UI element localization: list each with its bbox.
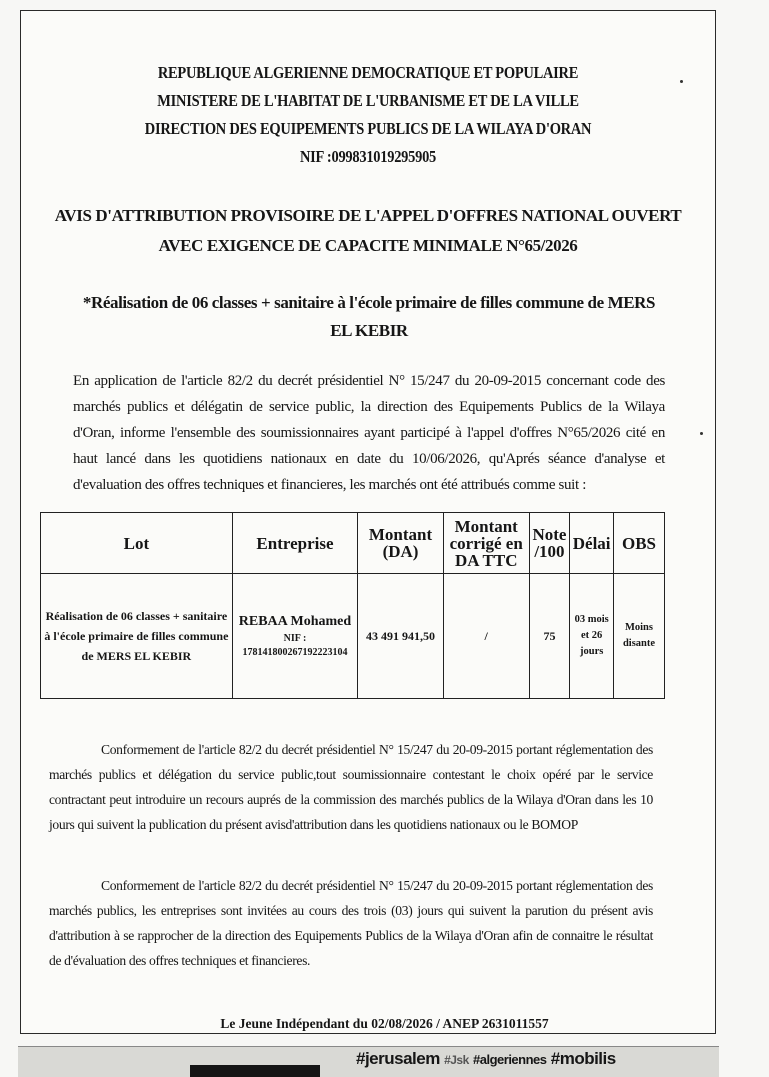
intro-paragraph: En application de l'article 82/2 du decrét présidentiel N° 15/247 du 20-09-2015 concernant code des marchés publics et délégatin de service public, la direction des Equipements Publics de la Wilaya d'Oran, informe l'ensemble des soumissionnaires ayant participé à l'appel d'offres N°65/2026 cité en haut lancé dans les quotidiens nationaux en date du 10/06/2026, qu'Aprés séance d'analyse et d'evaluation des offres techniques et financieres, les marchés ont été attribués comme suit : <box>73 373 665 493</box>
cell-lot: Réalisation de 06 classes + sanitaire à l'école primaire de filles commune de MERS EL KEBIR <box>41 574 233 699</box>
speck <box>680 80 683 83</box>
col-montant: Montant (DA) <box>358 513 444 574</box>
table-row <box>41 574 665 699</box>
republic-line: REPUBLIQUE ALGERIENNE DEMOCRATIQUE ET POPULAIRE <box>157 63 579 82</box>
cell-montant-corrige: / <box>443 574 529 699</box>
table-header-row <box>41 513 665 574</box>
tag-mobilis: #mobilis <box>550 1049 616 1068</box>
cell-delai: 03 mois et 26 jours <box>570 574 614 699</box>
col-obs: OBS <box>613 513 664 574</box>
speck <box>700 432 703 435</box>
col-note: Note /100 <box>529 513 570 574</box>
entreprise-name: REBAA Mohamed <box>238 614 352 629</box>
cell-entreprise <box>232 574 357 699</box>
bottom-strip <box>18 1046 719 1077</box>
cell-montant: 43 491 941,50 <box>358 574 444 699</box>
hashtags <box>356 1049 616 1069</box>
cell-note: 75 <box>529 574 570 699</box>
notice-title-line2: AVEC EXIGENCE DE CAPACITE MINIMALE N°65/2026 <box>158 236 578 255</box>
publication-footer <box>0 1016 769 1032</box>
ministry-line: MINISTERE DE L'HABITAT DE L'URBANISME ET DE LA VILLE <box>157 91 579 110</box>
col-lot: Lot <box>41 513 233 574</box>
award-table <box>40 512 665 699</box>
footer-text: Le Jeune Indépendant du 02/08/2026 / ANEP 2631011557 <box>210 1016 558 1031</box>
col-delai: Délai <box>570 513 614 574</box>
col-montant-corrige: Montant corrigé en DA TTC <box>443 513 529 574</box>
entreprise-nif: NIF : 178141800267192223104 <box>242 633 348 658</box>
black-bar <box>190 1065 320 1077</box>
col-entreprise: Entreprise <box>232 513 357 574</box>
tag-algeriennes: #algeriennes <box>473 1052 547 1067</box>
tag-jerusalem: #jerusalem <box>356 1049 440 1068</box>
notice-title-line1: AVIS D'ATTRIBUTION PROVISOIRE DE L'APPEL D'OFFRES NATIONAL OUVERT <box>54 206 682 225</box>
cell-obs: Moins disante <box>613 574 664 699</box>
tag-jsk: #Jsk <box>444 1053 469 1067</box>
appeal-paragraph: Conformement de l'article 82/2 du decrét présidentiel N° 15/247 du 20-09-2015 portant réglementation des marchés publics et délégation du service public,tout soumissionnaire contestant le choix opéré par le service contractant peut introduire un recours auprés de la commission des marchés publics de la Wilaya d'Oran dans les 10 jours qui suivent la publication du présent avisd'attribution dans les quotidiens nationaux ou le BOMOP <box>49 742 653 832</box>
issuer-header <box>73 59 663 171</box>
nif-line: NIF :099831019295905 <box>299 147 437 166</box>
notice-title <box>21 201 715 261</box>
project-object: *Réalisation de 06 classes + sanitaire à l'école primaire de filles commune de MERS EL KEBIR <box>82 293 656 340</box>
direction-line: DIRECTION DES EQUIPEMENTS PUBLICS DE LA WILAYA D'ORAN <box>144 119 592 138</box>
evaluation-paragraph: Conformement de l'article 82/2 du decrét présidentiel N° 15/247 du 20-09-2015 portant réglementation des marchés publics, les entreprises sont invitées au cours des trois (03) jours qui suivent la parution du présent avis d'attribution à se rapprocher de la direction des Equipements Publics de la Wilaya d'Oran afin de connaitre le résultat de d'évaluation des offres techniques et financieres. <box>49 878 653 968</box>
